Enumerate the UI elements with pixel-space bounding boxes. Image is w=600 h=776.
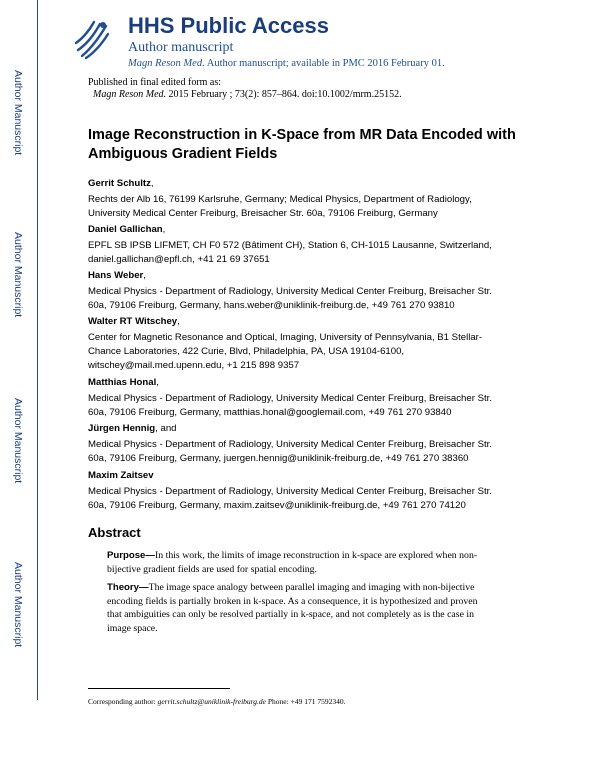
author-manuscript-label: Author manuscript (128, 40, 234, 55)
author-suffix: , (143, 270, 146, 281)
theory-paragraph (107, 581, 492, 635)
citation-details: 2015 February ; 73(2): 857–864. doi:10.1002/mrm.25152. (168, 89, 402, 100)
title-line: Image Reconstruction in K-Space from MR Data Encoded with (88, 127, 516, 143)
paragraph-line: encoding fields is partially broken in k-space. As a consequence, it is hypothesized and proven (107, 595, 478, 607)
paragraph-line: that ambiguities can only be resolved partially in k-space, and not completely as is the case in (107, 609, 475, 620)
affiliation-line: Center for Magnetic Resonance and Optical, Imaging, University of Pennsylvania, B1 Stellar- (88, 332, 483, 343)
side-label-1: Author Manuscript (12, 70, 24, 156)
affiliation-line: Medical Physics - Department of Radiology, University Medical Center Freiburg, Breisacher Str. (88, 286, 492, 297)
purpose-paragraph (107, 549, 492, 576)
author-suffix: , and (155, 423, 177, 434)
author-block (88, 376, 518, 420)
author-affiliation (88, 331, 518, 373)
author-affiliation (88, 392, 518, 420)
paragraph-line: image space. (107, 622, 158, 634)
author-name: Matthias Honal (88, 377, 157, 388)
purpose-label: Purpose— (107, 550, 155, 561)
author-name: Jürgen Hennig (88, 423, 156, 434)
affiliation-line: Medical Physics - Department of Radiology, University Medical Center Freiburg, Breisacher Str. (88, 439, 492, 450)
side-label-4: Author Manuscript (12, 562, 24, 648)
author-affiliation (88, 285, 518, 313)
affiliation-line: Medical Physics - Department of Radiology, University Medical Center Freiburg, Breisacher Str. (88, 486, 492, 497)
author-suffix: , (162, 224, 166, 235)
affiliation-line: University Medical Center Freiburg, Breisacher Str. 60a, 79106 Freiburg, Germany (88, 208, 438, 219)
footnote-label: Corresponding author: (88, 697, 156, 706)
side-label-3: Author Manuscript (12, 398, 24, 484)
footnote (88, 697, 345, 706)
author-suffix: , (177, 316, 180, 327)
affiliation-line: Chance Laboratories, 422 Curie, Blvd, Philadelphia, PA, USA 19104-6100, (88, 346, 405, 357)
margin-rule (37, 0, 38, 700)
author-suffix: , (156, 377, 159, 388)
author-block (88, 315, 518, 373)
affiliation-line: witschey@mail.med.upenn.edu, +1 215 898 9357 (88, 360, 300, 371)
author-name: Walter RT Witschey (88, 316, 178, 327)
theory-label: Theory— (107, 582, 149, 593)
footnote-rule (88, 688, 230, 689)
hhs-title: HHS Public Access (128, 13, 329, 38)
citation-journal: Magn Reson Med. (93, 89, 167, 100)
paper-title (88, 126, 528, 164)
affiliation-line: 60a, 79106 Freiburg, Germany, maxim.zaitsev@uniklinik-freiburg.de, +49 761 270 74120 (88, 500, 466, 511)
author-name: Daniel Gallichan (88, 224, 163, 235)
abstract-heading: Abstract (88, 525, 141, 540)
author-affiliation (88, 193, 518, 221)
author-block (88, 422, 518, 466)
author-affiliation (88, 239, 518, 267)
hhs-eagle-logo-icon (72, 16, 112, 60)
side-label-2: Author Manuscript (12, 232, 24, 318)
affiliation-line: EPFL SB IPSB LIFMET, CH F0 572 (Bâtiment CH), Station 6, CH-1015 Lausanne, Switzerland, (88, 240, 492, 251)
footnote-phone: Phone: +49 171 7592340. (267, 697, 346, 706)
author-block (88, 177, 518, 221)
journal-abbrev: Magn Reson Med. (128, 58, 205, 69)
footnote-email[interactable]: gerrit.schultz@uniklinik-freiburg.de (157, 697, 266, 706)
title-line: Ambiguous Gradient Fields (88, 146, 278, 162)
author-name: Hans Weber (88, 270, 144, 281)
author-affiliation (88, 485, 518, 513)
pmc-availability (128, 58, 445, 69)
author-block (88, 223, 518, 267)
affiliation-line: 60a, 79106 Freiburg, Germany, matthias.honal@googlemail.com, +49 761 270 93840 (88, 407, 452, 418)
paragraph-line: bijective gradient fields are used for spatial encoding. (107, 563, 318, 575)
citation (93, 89, 402, 100)
author-affiliation (88, 438, 518, 466)
availability-text: Author manuscript; available in PMC 2016 February 01. (206, 58, 445, 69)
affiliation-line: daniel.gallichan@epfl.ch, +41 21 69 37651 (88, 254, 270, 265)
paragraph-line: In this work, the limits of image reconstruction in k-space are explored when non- (154, 550, 478, 561)
affiliation-line: Rechts der Alb 16, 76199 Karlsruhe, Germany; Medical Physics, Department of Radiology, (88, 194, 472, 205)
affiliation-line: 60a, 79106 Freiburg, Germany, hans.weber@uniklinik-freiburg.de, +49 761 270 93810 (88, 300, 455, 311)
author-suffix: , (150, 178, 154, 189)
author-block (88, 269, 518, 313)
author-name: Maxim Zaitsev (88, 470, 154, 481)
author-block (88, 469, 518, 513)
paragraph-line: The image space analogy between parallel imaging and imaging with non-bijective (148, 582, 475, 593)
author-name: Gerrit Schultz (88, 178, 151, 189)
affiliation-line: 60a, 79106 Freiburg, Germany, juergen.hennig@uniklinik-freiburg.de, +49 761 270 38360 (88, 453, 469, 464)
affiliation-line: Medical Physics - Department of Radiology, University Medical Center Freiburg, Breisacher Str. (88, 393, 492, 404)
published-in-label: Published in final edited form as: (88, 77, 222, 88)
